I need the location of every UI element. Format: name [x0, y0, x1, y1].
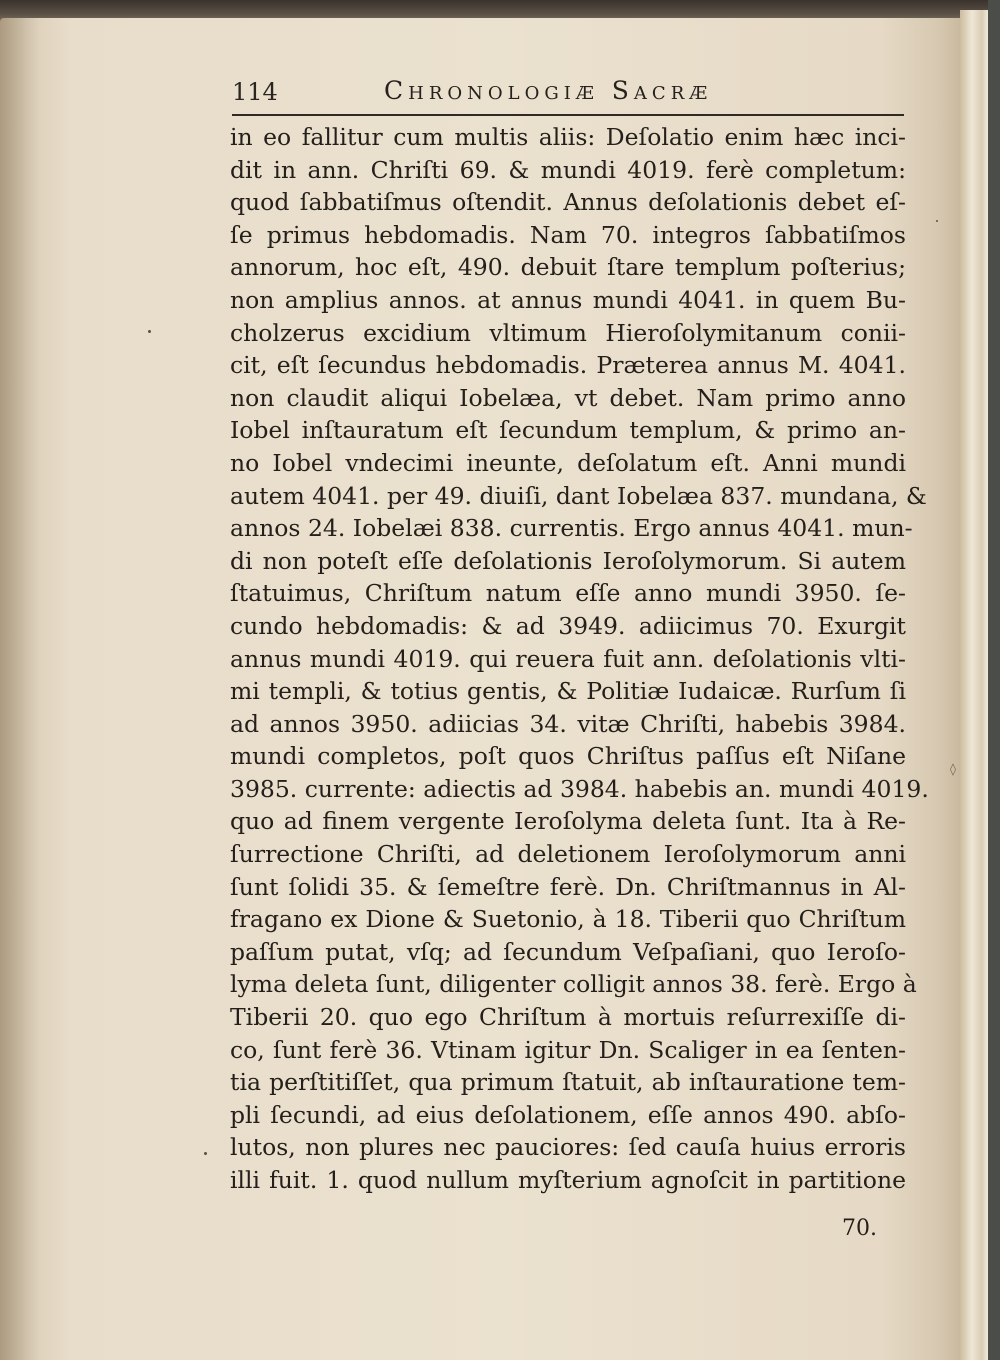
text-line: autem 4041. per 49. diuiſi, dant Iobelæa 837. mundana, & [230, 481, 927, 510]
text-line: Iobel inſtauratum eſt ſecundum templum, & primo an- [230, 416, 906, 445]
text-line: cit, eſt ſecundus hebdomadis. Præterea annus M. 4041. [230, 351, 906, 380]
text-line: fragano ex Dione & Suetonio, à 18. Tiberii quo Chriſtum [230, 905, 906, 934]
catchword: 70. [842, 1216, 877, 1241]
text-line: ſtatuimus, Chriſtum natum eſſe anno mundi 3950. ſe- [230, 579, 906, 608]
text-line: non amplius annos. at annus mundi 4041. in quem Bu- [230, 285, 906, 314]
text-line: ſe primus hebdomadis. Nam 70. integros ſabbatiſmos [230, 220, 906, 249]
page-header [232, 76, 902, 110]
text-line: non claudit aliqui Iobelæa, vt debet. Nam primo anno [230, 383, 906, 412]
text-line: tia perſtitiſſet, qua primum ſtatuit, ab inſtauratione tem- [230, 1068, 906, 1097]
text-line: di non poteſt eſſe deſolationis Ieroſolymorum. Si autem [230, 546, 906, 575]
text-line: paſſum putat, vſq; ad ſecundum Veſpaſiani, quo Ieroſo- [230, 937, 906, 966]
text-line: dit in ann. Chriſti 69. & mundi 4019. ferè completum: [230, 155, 906, 184]
background-edge [988, 0, 1000, 1360]
text-line: annus mundi 4019. qui reuera fuit ann. deſolationis vlti- [230, 644, 906, 673]
gutter-shadow [0, 18, 40, 1360]
header-rule [232, 114, 904, 116]
text-line: ſunt ſolidi 35. & ſemeſtre ferè. Dn. Chriſtmannus in Al- [230, 872, 906, 901]
text-line: no Iobel vndecimi ineunte, deſolatum eſt. Anni mundi [230, 448, 906, 477]
paper-speck [204, 1152, 207, 1155]
body-text [230, 121, 929, 1197]
text-line: pli ſecundi, ad eius deſolationem, eſſe annos 490. abſo- [230, 1100, 906, 1129]
paper-speck [936, 220, 938, 222]
text-line: Tiberii 20. quo ego Chriſtum à mortuis reſurrexiſſe di- [230, 1003, 906, 1032]
text-line: 3985. currente: adiectis ad 3984. habebis an. mundi 4019. [230, 774, 929, 803]
running-title: Chronologiæ Sacræ [384, 76, 713, 105]
text-line: cholzerus excidium vltimum Hieroſolymitanum conii- [230, 318, 906, 347]
text-line: quod ſabbatiſmus oſtendit. Annus deſolationis debet eſ- [230, 188, 906, 217]
text-line: annorum, hoc eſt, 490. debuit ſtare templum poſterius; [230, 253, 906, 282]
text-line: ad annos 3950. adiicias 34. vitæ Chriſti, habebis 3984. [230, 709, 906, 738]
text-line: illi fuit. 1. quod nullum myſterium agnoſcit in partitione [230, 1166, 906, 1194]
page-number: 114 [232, 78, 278, 106]
text-line: quo ad finem vergente Ieroſolyma deleta ſunt. Ita à Re- [230, 807, 906, 836]
text-line: cundo hebdomadis: & ad 3949. adiicimus 70. Exurgit [230, 611, 906, 640]
text-line: lyma deleta ſunt, diligenter colligit annos 38. ferè. Ergo à [230, 970, 917, 999]
text-line: mi templi, & totius gentis, & Politiæ Iudaicæ. Rurſum ſi [230, 677, 906, 706]
paper-speck [148, 330, 151, 333]
text-line: co, ſunt ferè 36. Vtinam igitur Dn. Scaliger in ea ſenten- [230, 1035, 906, 1064]
margin-mark: ◊ [950, 762, 956, 776]
text-line: mundi completos, poſt quos Chriſtus paſſus eſt Niſane [230, 742, 906, 771]
text-line: ſurrectione Chriſti, ad deletionem Ieroſolymorum anni [230, 840, 906, 869]
text-line: lutos, non plures nec pauciores: ſed cauſa huius erroris [230, 1133, 906, 1162]
text-line: in eo fallitur cum multis aliis: Deſolatio enim hæc inci- [230, 123, 906, 151]
text-line: annos 24. Iobelæi 838. currentis. Ergo annus 4041. mun- [230, 514, 913, 543]
